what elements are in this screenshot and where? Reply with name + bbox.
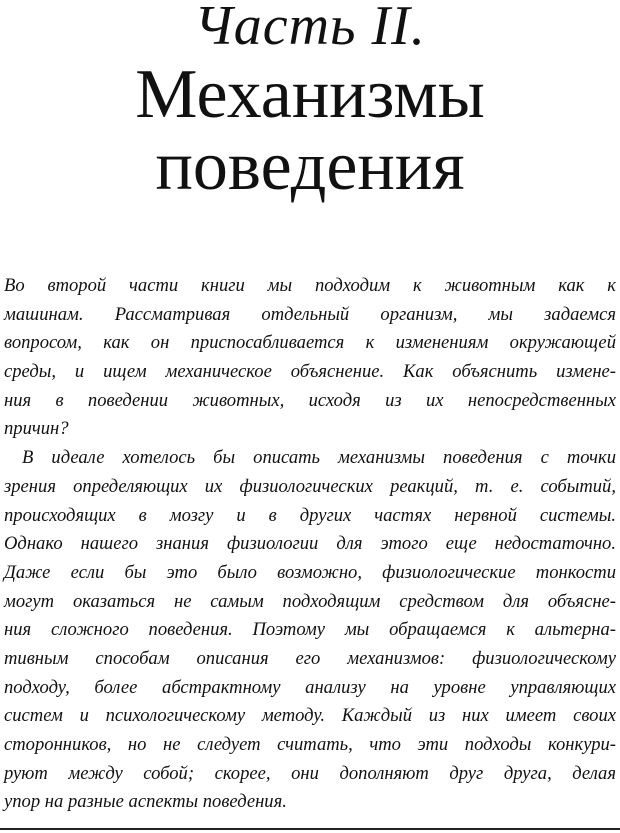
text-line: упор на разные аспекты поведения. xyxy=(4,791,287,813)
text-line: ния сложного поведения. Поэтому мы обращаемся к альтерна- xyxy=(4,619,616,641)
text-line: В идеале хотелось бы описать механизмы поведения с точки xyxy=(22,447,616,469)
introduction-text xyxy=(4,272,616,817)
text-line: ния в поведении животных, исходя из их непосредственных xyxy=(4,389,616,411)
text-line: Даже если бы это было возможно, физиологические тонкости xyxy=(4,561,616,583)
chapter-title-line-1: Механизмы xyxy=(135,56,485,133)
text-line: руют между собой; скорее, они дополняют друг друга, делая xyxy=(4,762,616,784)
text-line: Однако нашего знания физиологии для этого еще недостаточно. xyxy=(4,533,616,555)
text-line: машинам. Рассматривая отдельный организм, мы задаемся xyxy=(4,303,616,325)
text-line: происходящих в мозгу и в других частях нервной системы. xyxy=(4,504,616,526)
text-line: могут оказаться не самым подходящим средством для объясне- xyxy=(4,590,616,612)
paragraph-1 xyxy=(4,272,616,444)
paragraph-2 xyxy=(4,444,616,817)
text-line: зрения определяющих их физиологических реакций, т. е. событий, xyxy=(4,475,616,497)
text-line: причин? xyxy=(4,418,69,440)
chapter-title xyxy=(0,56,620,205)
part-heading: Часть II. xyxy=(194,0,426,57)
text-line: среды, и ищем механическое объяснение. Как объяснить измене- xyxy=(4,361,616,383)
chapter-title-line-2: поведения xyxy=(155,128,465,205)
bottom-rule xyxy=(0,828,620,830)
text-line: сторонников, но не следует считать, что эти подходы конкури- xyxy=(4,734,616,755)
text-line: вопросом, как он приспосабливается к изменениям окружающей xyxy=(4,332,616,354)
text-line: подходу, более абстрактному анализу на уровне управляющих xyxy=(4,676,616,698)
text-line: систем и психологическому методу. Каждый из них имеет своих xyxy=(4,705,616,727)
text-line: Во второй части книги мы подходим к животным как к xyxy=(4,275,616,296)
text-line: тивным способам описания его механизмов: физиологическому xyxy=(4,647,616,669)
